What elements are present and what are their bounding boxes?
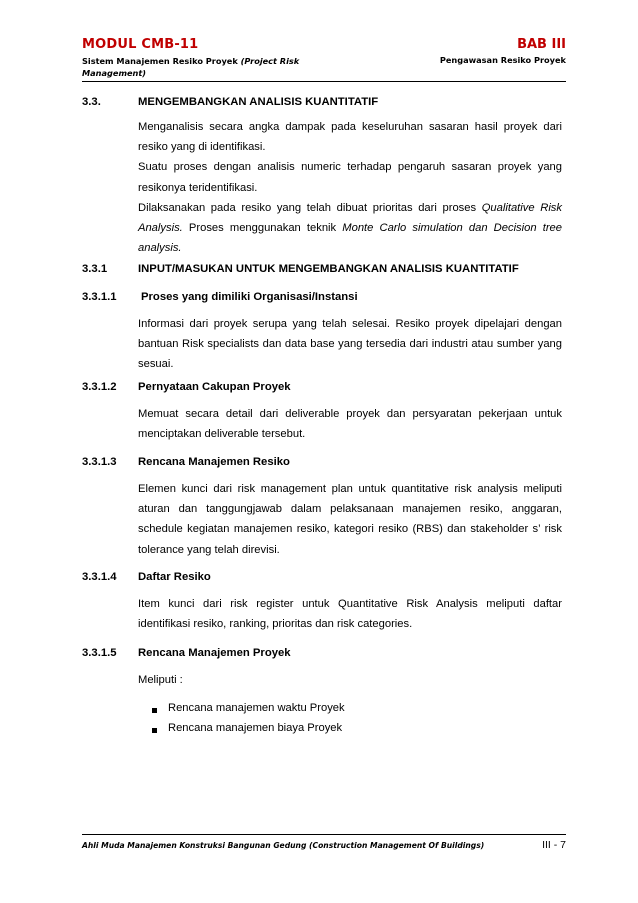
item-number: 3.3.1.5 [82,647,117,659]
text-run: Proses menggunakan teknik [182,222,343,235]
bullet-item: Rencana manajemen biaya Proyek [168,722,343,734]
footer-divider [82,834,566,835]
bullet-item: Rencana manajemen waktu Proyek [168,702,345,714]
paragraph: Elemen kunci dari risk management plan untuk quantitative risk analysis meliputi aturan dan tanggungjawab dalam pelaksanaan manajemen resiko, anggaran, schedule kegiatan manajemen resiko, kategori resiko (RBS) dan stakeholder s’ risk tolerance yang telah direvisi. [138,483,562,556]
chapter-title: BAB III [517,37,566,52]
bullet-square-icon [152,708,157,713]
item-title: Proses yang dimiliki Organisasi/Instansi [141,291,358,303]
item-body [138,670,562,690]
text-run: Dilaksanakan pada resiko yang telah dibuat prioritas dari proses [138,201,482,214]
header-divider [82,81,566,82]
paragraph: Suatu proses dengan analisis numeric terhadap pengaruh sasaran proyek yang resikonya teridentifikasi. [138,161,562,194]
page-number: III - 7 [542,839,566,851]
item-number: 3.3.1.3 [82,456,117,468]
module-title: MODUL CMB-11 [82,37,199,52]
item-number: 3.3.1.4 [82,571,117,583]
header-subtitle-italic: (Project Risk Management) [82,56,300,78]
header-subtitle-text: Sistem Manajemen Resiko Proyek [82,56,241,66]
paragraph: Meliputi : [138,674,183,686]
text-run-italic: Monte Carlo simulation dan Decision tree analysis. [138,222,562,255]
section-title: MENGEMBANGKAN ANALISIS KUANTITATIF [138,96,379,108]
item-title: Rencana Manajemen Resiko [138,456,290,468]
footer-text: Ahli Muda Manajemen Konstruksi Bangunan Gedung (Construction Management Of Buildings) [82,841,485,850]
section-33-body [138,117,562,258]
paragraph: Menganalisis secara angka dampak pada keseluruhan sasaran hasil proyek dari resiko yang di identifikasi. [138,121,562,154]
paragraph: Memuat secara detail dari deliverable proyek dan persyaratan pekerjaan untuk menciptakan deliverable tersebut. [138,408,562,441]
item-title: Daftar Resiko [138,571,211,583]
item-body [138,404,562,444]
item-title: Pernyataan Cakupan Proyek [138,381,291,393]
text-run-italic: Qualitative Risk Analysis. [138,201,562,235]
subsection-number: 3.3.1 [82,263,108,275]
paragraph [138,198,562,259]
item-body [138,594,562,634]
item-body [138,314,562,375]
paragraph: Informasi dari proyek serupa yang telah selesai. Resiko proyek dipelajari dengan bantuan Risk specialists dan data base yang tersedia dari industri atau sumber yang sesuai. [138,318,562,371]
subsection-title: INPUT/MASUKAN UNTUK MENGEMBANGKAN ANALISIS KUANTITATIF [138,263,519,275]
bullet-square-icon [152,728,157,733]
item-body [138,479,562,560]
item-number: 3.3.1.2 [82,381,117,393]
item-number: 3.3.1.1 [82,291,117,303]
section-number: 3.3. [82,96,101,108]
paragraph: Item kunci dari risk register untuk Quantitative Risk Analysis meliputi daftar identifikasi resiko, ranking, prioritas dan risk categories. [138,598,562,631]
header-subtitle-left [82,55,312,79]
header-subtitle-right: Pengawasan Resiko Proyek [439,55,566,65]
item-title: Rencana Manajemen Proyek [138,647,291,659]
